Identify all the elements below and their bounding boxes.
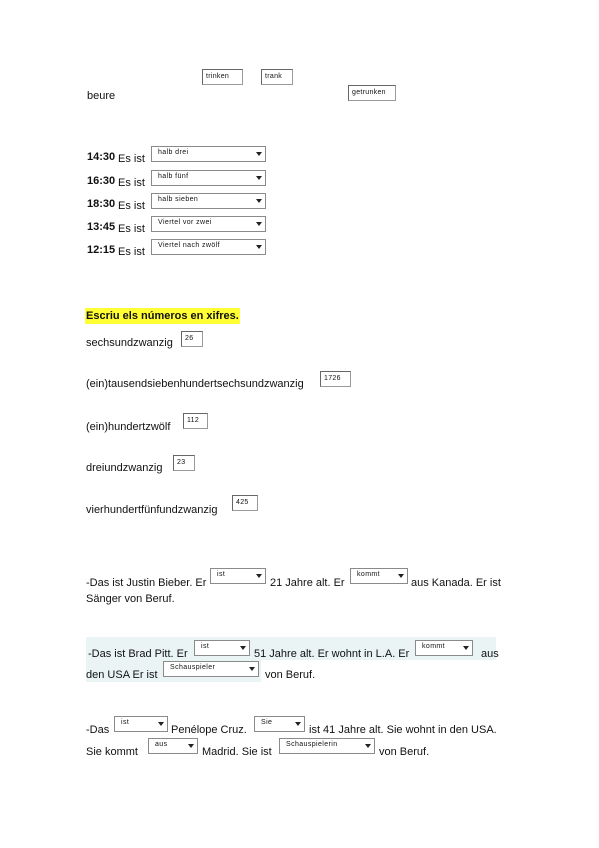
select-value: Schauspielerin [286,741,338,748]
dropdown-arrow-icon [240,646,246,650]
sentence-text: aus Kanada. Er ist [411,577,501,589]
es-ist-label: Es ist [118,246,145,258]
pronoun-select[interactable] [254,716,305,732]
number-word: (ein)tausendsiebenhundertsechsundzwanzig [86,378,304,390]
number-answer-input[interactable]: 425 [232,495,258,511]
dropdown-arrow-icon [158,722,164,726]
dropdown-arrow-icon [463,646,469,650]
es-ist-label: Es ist [118,223,145,235]
dropdown-arrow-icon [188,744,194,748]
sentence-text: Penélope Cruz. [171,724,247,736]
select-value: Viertel nach zwölf [158,242,220,249]
number-answer-input[interactable]: 26 [181,331,203,347]
dropdown-arrow-icon [249,667,255,671]
select-value: kommt [357,571,380,578]
dropdown-arrow-icon [365,744,371,748]
time-label: 14:30 [87,151,116,163]
time-label: 13:45 [87,221,116,233]
sentence-text: Sie kommt [86,746,138,758]
verb-form2-input[interactable]: trank [261,69,293,85]
verb-select[interactable] [210,568,266,584]
sentence-text: -Das ist Justin Bieber. Er [86,577,207,589]
sentence-text: -Das [86,724,110,736]
number-word: vierhundertfünfundzwanzig [86,504,218,516]
verb-select[interactable] [114,716,168,732]
select-value: ist [121,719,130,726]
number-word: (ein)hundertzwölf [86,421,171,433]
select-value: Viertel vor zwei [158,219,212,226]
sentence-text: aus [481,648,499,660]
sentence-text: den USA Er ist [86,669,158,681]
section-heading: Escriu els números en xifres. [86,310,239,322]
preposition-select[interactable] [148,738,198,754]
select-value: aus [155,741,168,748]
dropdown-arrow-icon [256,152,262,156]
verb-label: beure [87,90,116,102]
number-answer-input[interactable]: 1726 [320,371,351,387]
sentence-text: von Beruf. [265,669,316,681]
dropdown-arrow-icon [295,722,301,726]
number-answer-input[interactable]: 23 [173,455,195,471]
sentence-text: Sänger von Beruf. [86,593,175,605]
dropdown-arrow-icon [256,199,262,203]
sentence-text: 21 Jahre alt. Er [270,577,345,589]
time-answer-select[interactable] [151,239,266,255]
select-value: ist [217,571,226,578]
select-value: halb drei [158,149,189,156]
number-word: dreiundzwanzig [86,462,163,474]
select-value: Sie [261,719,273,726]
time-answer-select[interactable] [151,170,266,186]
number-word: sechsundzwanzig [86,337,173,349]
sentence-text: Madrid. Sie ist [202,746,272,758]
time-label: 18:30 [87,198,116,210]
es-ist-label: Es ist [118,153,145,165]
select-value: Schauspieler [170,664,216,671]
verb-form3-input[interactable]: getrunken [348,85,396,101]
sentence-text: ist 41 Jahre alt. Sie wohnt in den USA. [309,724,497,736]
profession-select[interactable] [163,661,259,677]
verb-select[interactable] [415,640,473,656]
sentence-text: 51 Jahre alt. Er wohnt in L.A. Er [254,648,410,660]
dropdown-arrow-icon [256,222,262,226]
number-answer-input[interactable]: 112 [183,413,208,429]
time-answer-select[interactable] [151,146,266,162]
time-label: 16:30 [87,175,116,187]
verb-select[interactable] [194,640,250,656]
sentence-text: von Beruf. [379,746,430,758]
select-value: ist [201,643,210,650]
profession-select[interactable] [279,738,375,754]
time-label: 12:15 [87,244,116,256]
time-answer-select[interactable] [151,216,266,232]
select-value: halb sieben [158,196,199,203]
dropdown-arrow-icon [398,574,404,578]
dropdown-arrow-icon [256,245,262,249]
verb-form1-input[interactable]: trinken [202,69,243,85]
time-answer-select[interactable] [151,193,266,209]
dropdown-arrow-icon [256,176,262,180]
verb-select[interactable] [350,568,408,584]
select-value: halb fünf [158,173,189,180]
es-ist-label: Es ist [118,200,145,212]
select-value: kommt [422,643,445,650]
dropdown-arrow-icon [256,574,262,578]
es-ist-label: Es ist [118,177,145,189]
sentence-text: -Das ist Brad Pitt. Er [88,648,188,660]
